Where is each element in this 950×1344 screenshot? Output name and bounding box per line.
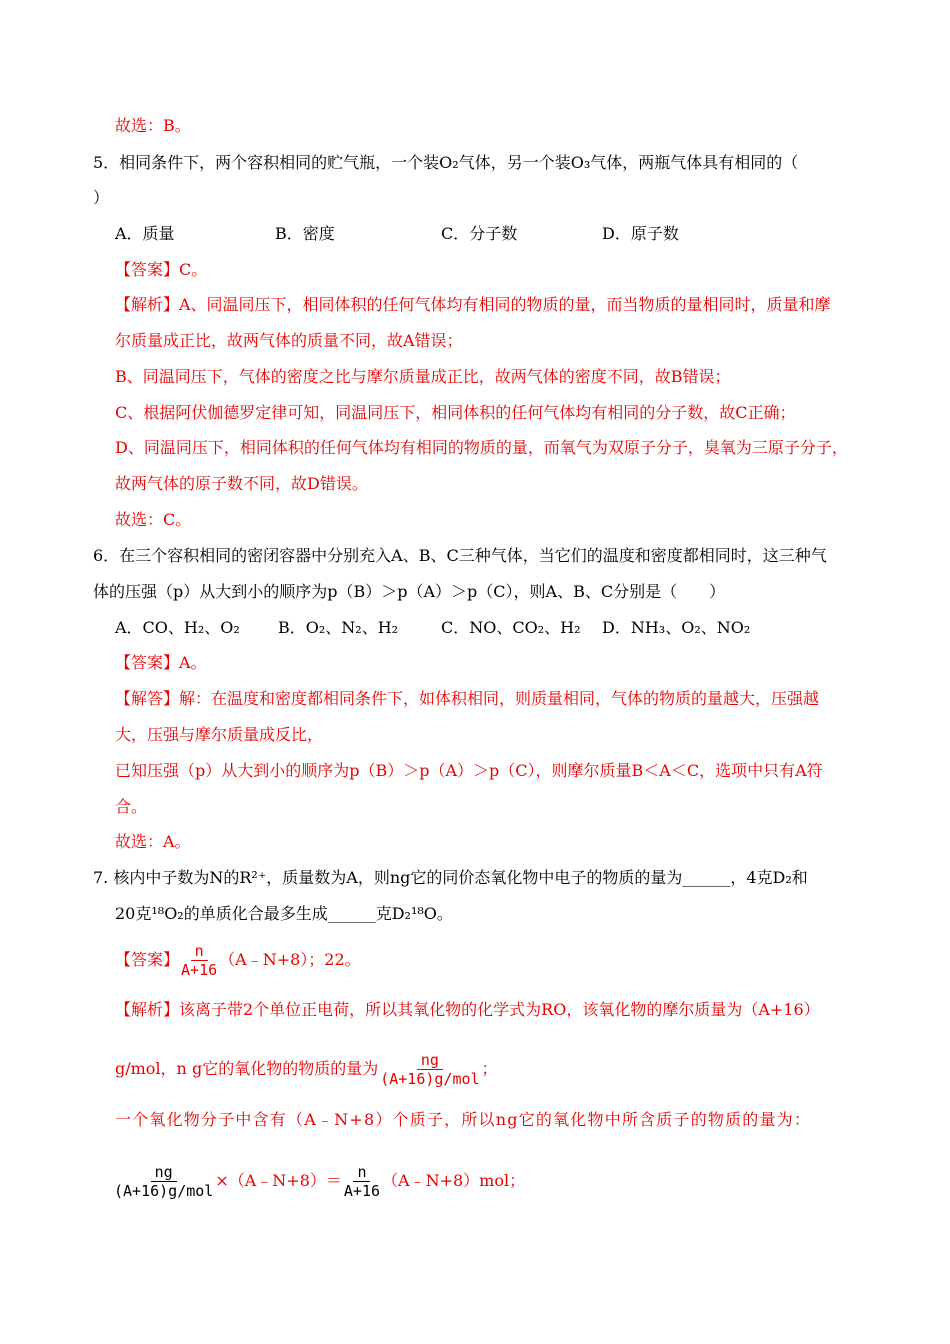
q7-analysis-line-2-numerator: ng <box>417 1051 443 1070</box>
q5-option-c: C．分子数 <box>441 224 518 243</box>
q6-stem-line-2: 体的压强（p）从大到小的顺序为p（B）＞p（A）＞p（C），则A、B、C分别是（ ） <box>93 582 726 601</box>
q5-analysis-line-4: C、根据阿伏伽德罗定律可知，同温同压下，相同体积的任何气体均有相同的分子数，故C正确； <box>115 403 796 422</box>
q7-analysis-line-4-mid: ×（A﹣N+8）＝ <box>215 1171 342 1190</box>
q6-option-a: A．CO、H₂、O₂ <box>115 618 240 637</box>
q7-answer-frac-denominator: A+16 <box>181 960 218 979</box>
q7-analysis-line-2-suffix: ； <box>481 1059 498 1078</box>
q5-analysis-line-3: B、同温同压下，气体的密度之比与摩尔质量成正比，故两气体的密度不同，故B错误； <box>115 367 731 386</box>
q6-option-b: B．O₂、N₂、H₂ <box>278 618 399 637</box>
q7-analysis-line-4 <box>112 1162 525 1200</box>
q7-analysis-line-4-fraction-2 <box>342 1163 382 1200</box>
q5-analysis-line-5: D、同温同压下，相同体积的任何气体均有相同的物质的量，而氧气为双原子分子，臭氧为三原子分子， <box>115 438 848 457</box>
q7-answer-suffix: （A﹣N+8）；22。 <box>219 950 361 969</box>
q7-analysis-line-2-text: g/mol，n g它的氧化物的物质的量为 <box>115 1059 379 1078</box>
q7-analysis-line-4-fraction-1 <box>112 1163 215 1200</box>
q6-answer: 【答案】A。 <box>115 653 207 672</box>
q6-analysis-line-1: 【解答】解：在温度和密度都相同条件下，如体积相同，则质量相同，气体的物质的量越大，压强越 <box>115 689 820 708</box>
q7-analysis-line-4-denominator-2: A+16 <box>343 1181 381 1200</box>
q7-stem-line-2: 20克¹⁸O₂的单质化合最多生成______克D₂¹⁸O。 <box>115 904 453 923</box>
q7-analysis-line-4-numerator-1: ng <box>151 1163 177 1182</box>
q5-analysis-line-6: 故两气体的原子数不同，故D错误。 <box>115 474 368 493</box>
q6-stem-line-1: 6．在三个容积相同的密闭容器中分别充入A、B、C三种气体，当它们的温度和密度都相同时，这三种气 <box>93 546 827 565</box>
q6-option-d: D．NH₃、O₂、NO₂ <box>602 618 751 637</box>
q7-answer-fraction <box>179 942 219 979</box>
q7-stem-line-1: 7. 核内中子数为N的R²⁺，质量数为A，则ng它的同价态氧化物中电子的物质的量为______，4克D₂和 <box>93 868 808 887</box>
q5-option-b: B．密度 <box>275 224 335 243</box>
q5-stem-line-1: 5．相同条件下，两个容积相同的贮气瓶，一个装O₂气体，另一个装O₃气体，两瓶气体具有相同的（ <box>93 153 799 172</box>
q7-analysis-line-1: 【解析】该离子带2个单位正电荷，所以其氧化物的化学式为RO，该氧化物的摩尔质量为（A+16） <box>115 1000 820 1019</box>
q7-analysis-line-3: 一个氧化物分子中含有（A﹣N+8）个质子，所以ng它的氧化物中所含质子的物质的量为： <box>115 1110 812 1129</box>
q6-analysis-line-3: 已知压强（p）从大到小的顺序为p（B）＞p（A）＞p（C），则摩尔质量B＜A＜C，选项中只有A符 <box>115 761 823 780</box>
q6-option-c: C．NO、CO₂、H₂ <box>441 618 581 637</box>
q5-analysis-line-1: 【解析】A、同温同压下，相同体积的任何气体均有相同的物质的量，而当物质的量相同时，质量和摩 <box>115 295 831 314</box>
q6-analysis-line-2: 大，压强与摩尔质量成反比， <box>115 725 324 744</box>
q7-analysis-line-2-fraction <box>378 1051 481 1088</box>
q7-answer-frac-numerator: n <box>191 942 208 961</box>
q5-option-a: A．质量 <box>115 224 175 243</box>
q6-analysis-line-4: 合。 <box>115 797 148 816</box>
q5-answer: 【答案】C。 <box>115 260 208 279</box>
q5-stem-line-2: ） <box>93 188 110 207</box>
q7-analysis-line-2-denominator: (A+16)g/mol <box>380 1069 480 1088</box>
q7-analysis-line-4-suffix: （A﹣N+8）mol； <box>382 1171 526 1190</box>
q5-option-d: D．原子数 <box>602 224 679 243</box>
q6-select: 故选：A。 <box>115 832 191 851</box>
q7-answer-label: 【答案】 <box>115 950 180 969</box>
q5-analysis-line-2: 尔质量成正比，故两气体的质量不同，故A错误； <box>115 331 463 350</box>
q7-analysis-line-4-denominator-1: (A+16)g/mol <box>114 1181 214 1200</box>
q5-select: 故选：C。 <box>115 510 192 529</box>
q7-analysis-line-4-numerator-2: n <box>353 1163 370 1182</box>
q7-analysis-line-2 <box>115 1050 498 1088</box>
q7-answer <box>115 942 361 978</box>
prev-select-line: 故选：B。 <box>115 116 191 135</box>
